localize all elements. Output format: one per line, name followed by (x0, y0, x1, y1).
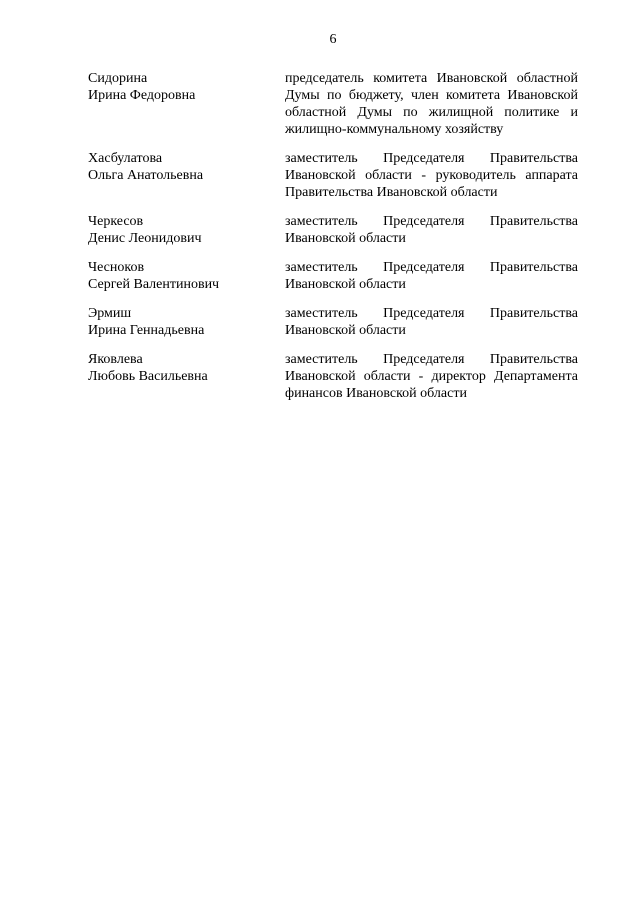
entry-row (88, 70, 578, 138)
entry-name-line: Денис Леонидович (88, 231, 202, 246)
entry-name (88, 351, 285, 402)
entries-list (88, 70, 578, 402)
entry-name-line: Эрмиш (88, 306, 132, 321)
entry-name-line: Хасбулатова (88, 151, 163, 166)
entry-position: председатель комитета Ивановской областной Думы по бюджету, член комитета Ивановской областной Думы по жилищной политике и жилищно-коммунальному хозяйству (285, 71, 578, 137)
entry-position: заместитель Председателя Правительства Ивановской области - директор Департамента финансов Ивановской области (285, 352, 578, 401)
entry-name-line: Черкесов (88, 214, 144, 229)
entry-name (88, 150, 285, 201)
entry-position: заместитель Председателя Правительства Ивановской области - руководитель аппарата Правительства Ивановской области (285, 151, 578, 200)
entry-name-line: Ольга Анатольевна (88, 168, 204, 183)
entry-row (88, 259, 578, 293)
entry-row (88, 150, 578, 201)
entry-name (88, 213, 285, 247)
entry-name-line: Сидорина (88, 71, 148, 86)
entry-name (88, 259, 285, 293)
entry-row (88, 305, 578, 339)
entry-row (88, 351, 578, 402)
entry-name (88, 70, 285, 138)
entry-name-line: Любовь Васильевна (88, 369, 208, 384)
entry-name-line: Яковлева (88, 352, 143, 367)
entry-position: заместитель Председателя Правительства Ивановской области (285, 214, 578, 246)
page-number: 6 (329, 32, 337, 47)
entry-name-line: Ирина Федоровна (88, 88, 196, 103)
entry-position: заместитель Председателя Правительства Ивановской области (285, 306, 578, 338)
entry-name-line: Ирина Геннадьевна (88, 323, 205, 338)
entry-name-line: Чесноков (88, 260, 145, 275)
entry-name-line: Сергей Валентинович (88, 277, 220, 292)
entry-position: заместитель Председателя Правительства Ивановской области (285, 260, 578, 292)
entry-name (88, 305, 285, 339)
entry-row (88, 213, 578, 247)
